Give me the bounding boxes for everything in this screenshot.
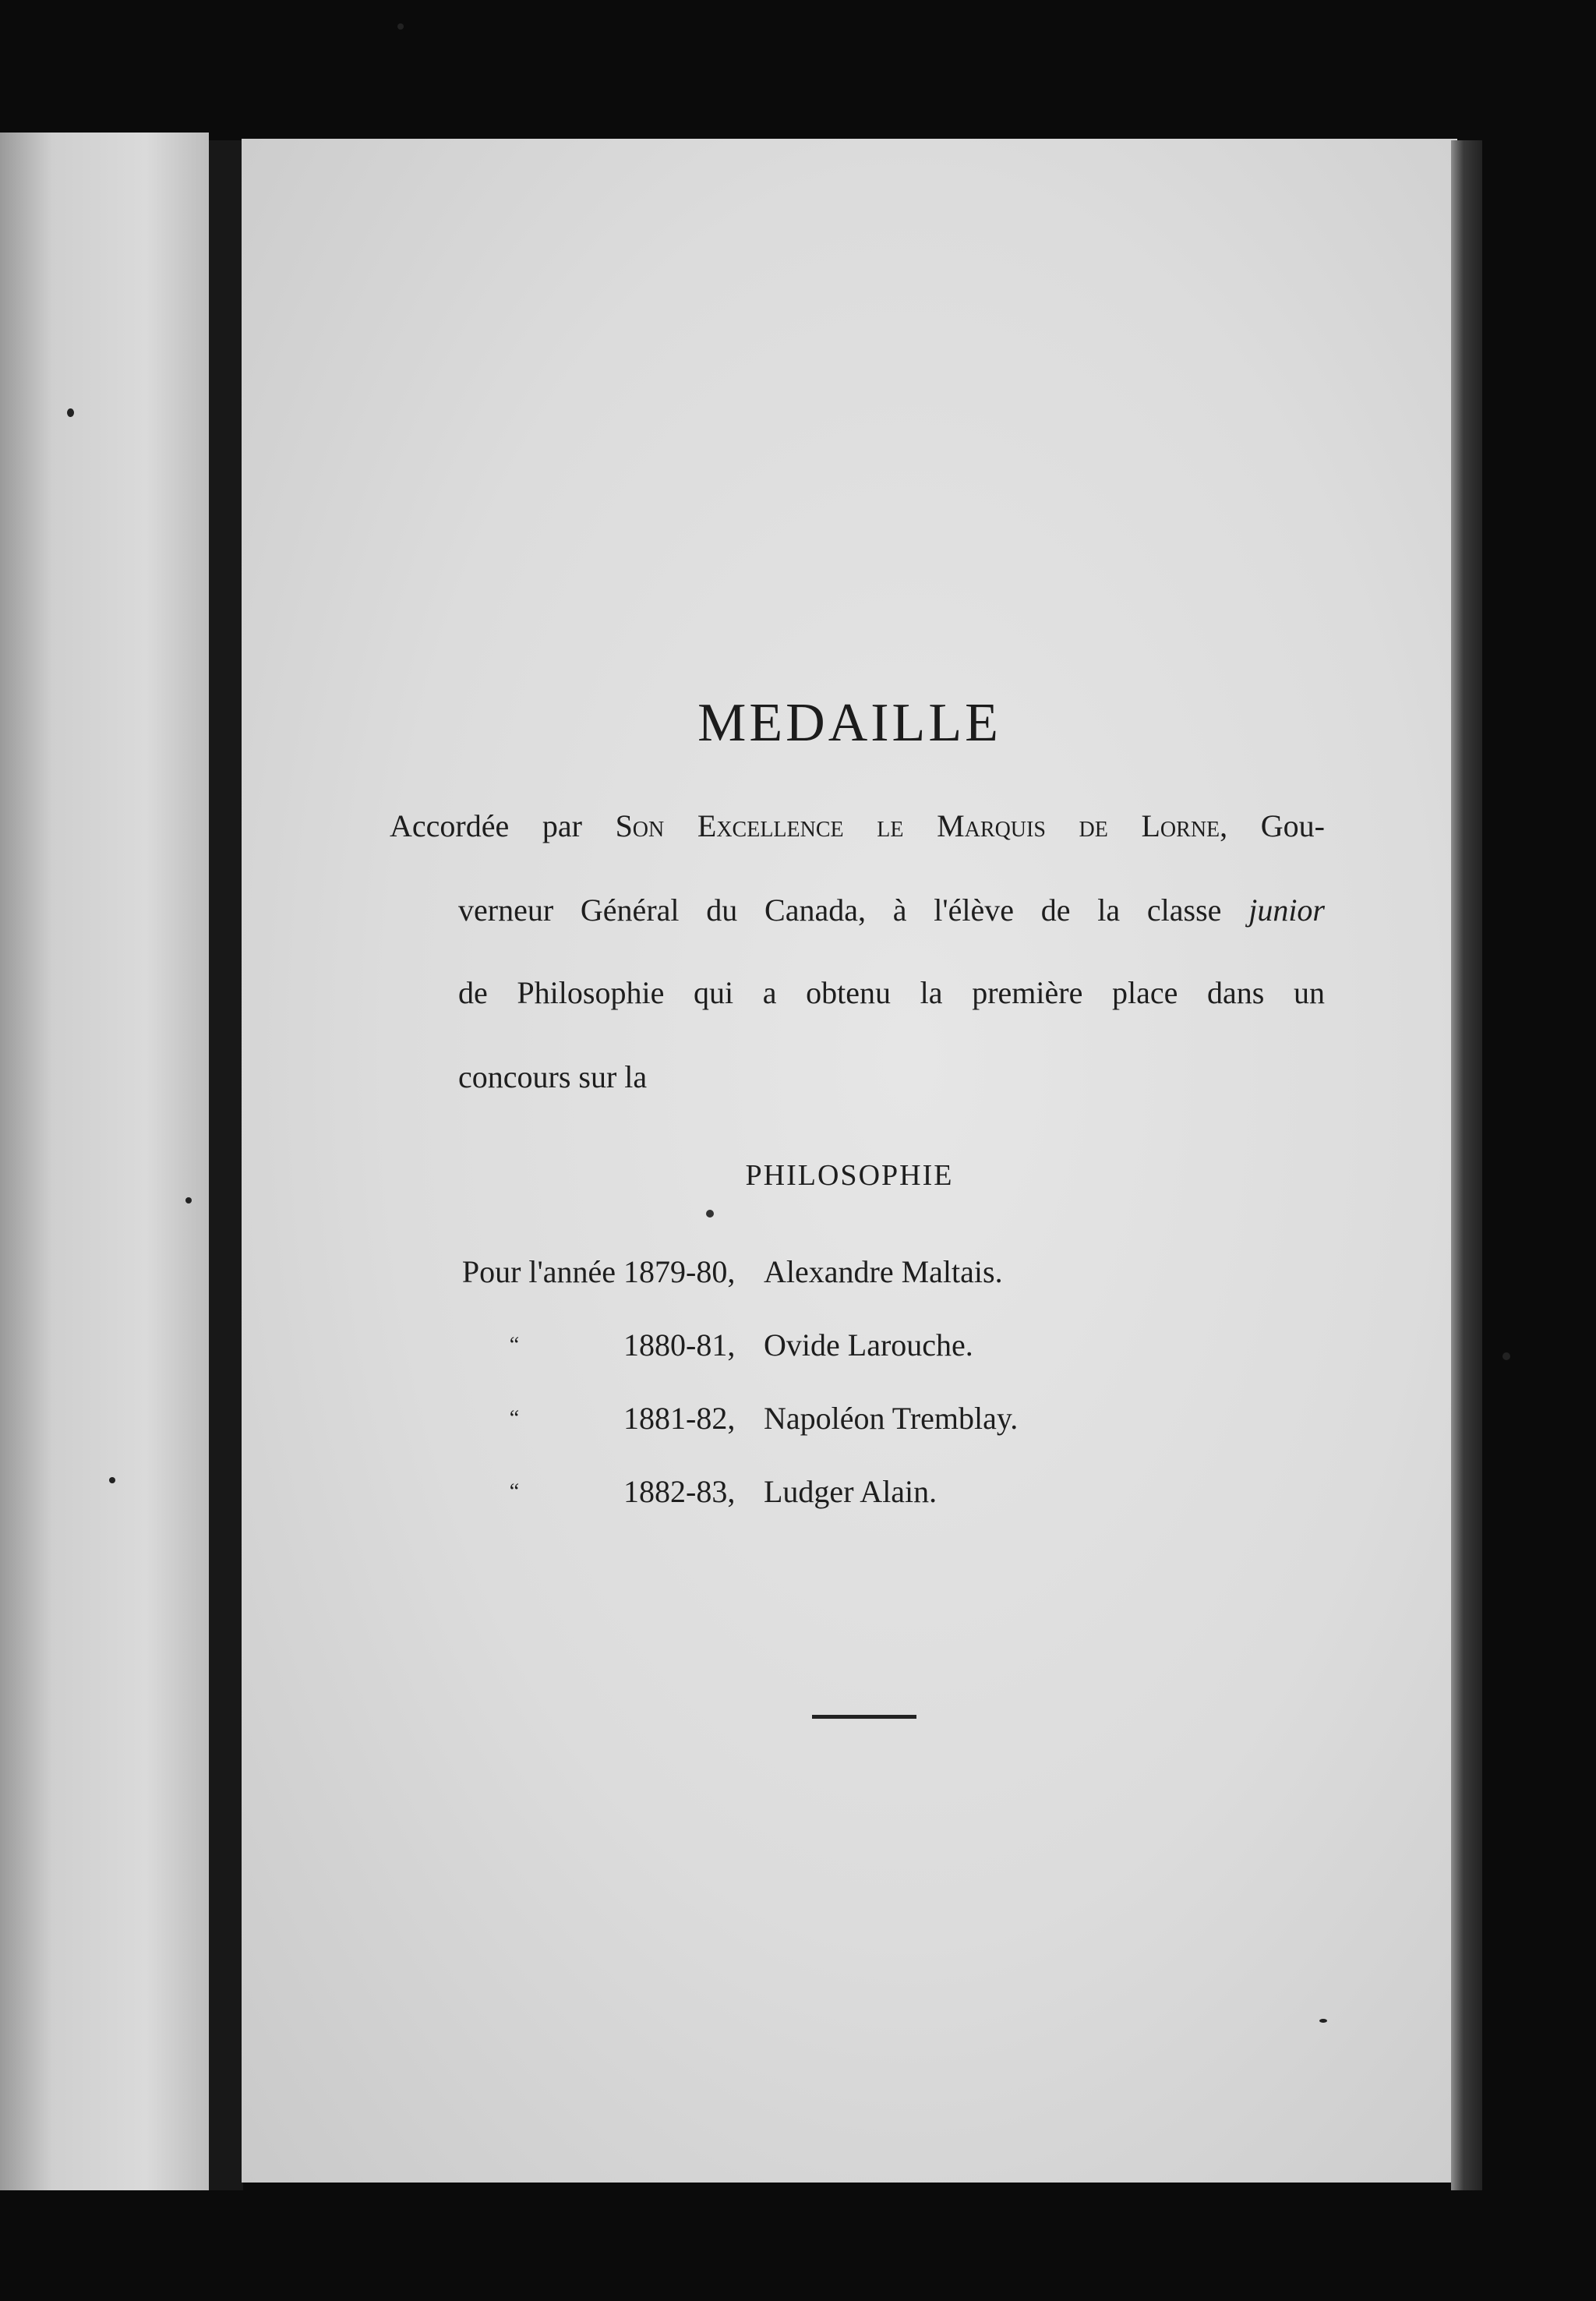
left-page-fragment [0, 133, 209, 2190]
italic-word: junior [1248, 892, 1325, 928]
dust-speck [67, 408, 74, 417]
ditto-mark: “ [509, 1406, 520, 1430]
dust-speck [397, 23, 404, 30]
award-year: 1882-83, [623, 1474, 736, 1509]
dust-speck [185, 1197, 192, 1204]
ditto-mark: “ [509, 1479, 520, 1504]
page-title: MEDAILLE [697, 693, 1001, 753]
award-recipient: Ovide Larouche. [764, 1327, 973, 1363]
paragraph-line-1 [390, 808, 1325, 843]
book-gutter [209, 140, 243, 2190]
bottom-border [0, 2190, 1596, 2301]
award-recipient: Ludger Alain. [764, 1474, 937, 1509]
award-year: 1881-82, [623, 1401, 736, 1436]
paragraph-line-2 [458, 892, 1325, 928]
award-year: 1880-81, [623, 1327, 736, 1363]
title-of-honor: Son Excellence le Marquis de Lorne [615, 808, 1220, 843]
dust-speck [1502, 1352, 1510, 1360]
award-recipient: Alexandre Maltais. [764, 1254, 1003, 1289]
dust-speck [1319, 2019, 1327, 2023]
closing-rule [812, 1715, 916, 1719]
paragraph-line-3: de Philosophie qui a obtenu la première place dans un [458, 975, 1325, 1010]
award-year: 1879-80, [623, 1254, 736, 1289]
ditto-mark: “ [509, 1333, 520, 1357]
ornament-dot [706, 1210, 714, 1218]
award-lead: Pour l'année [461, 1254, 616, 1289]
paragraph-line-4: concours sur la [458, 1059, 648, 1094]
para-text: , Gou- [1220, 808, 1325, 843]
subject-heading: PHILOSOPHIE [745, 1159, 954, 1192]
para-text: verneur Général du Canada, à l'élève de la classe [458, 892, 1249, 928]
para-text: Accordée par [390, 808, 616, 843]
award-recipient: Napoléon Tremblay. [764, 1401, 1019, 1436]
dust-speck [109, 1477, 115, 1483]
